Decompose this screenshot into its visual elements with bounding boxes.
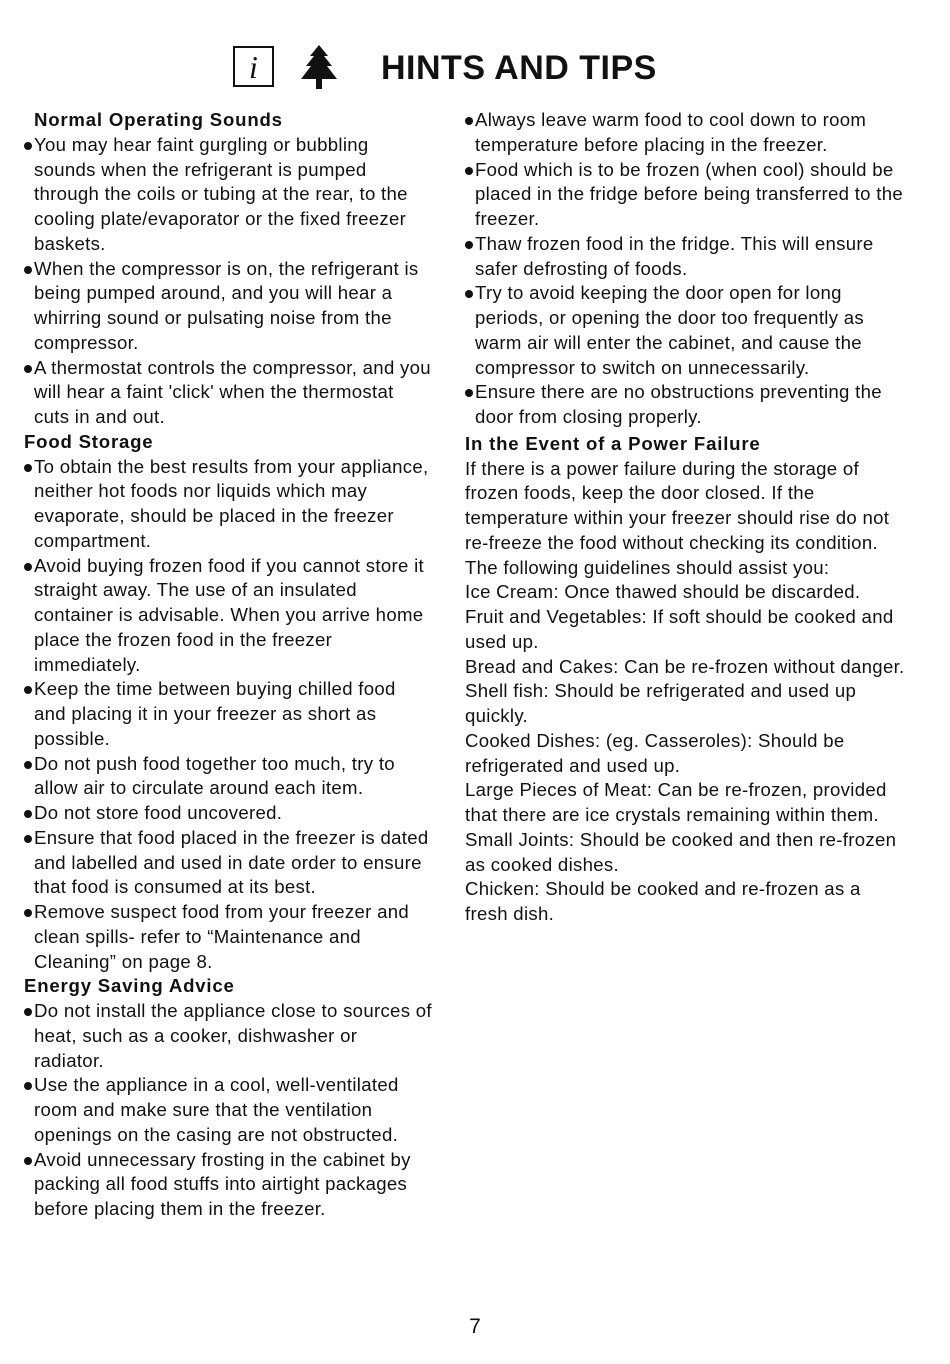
guideline-item: Bread and Cakes: Can be re-frozen without danger. [465,655,905,677]
guideline-item: Fruit and Vegetables: If soft should be cooked and used up. [465,606,894,652]
power-failure-intro: If there is a power failure during the storage of frozen foods, keep the door closed. If the temperature within your freezer should rise do not re-freeze the food without checking its condition. [465,457,890,553]
food-storage-heading: Food Storage [24,430,154,452]
guideline-item: Cooked Dishes: (eg. Casseroles): Should be refrigerated and used up. [465,729,845,776]
energy-saving-heading: Energy Saving Advice [24,975,235,997]
page-header [0,44,950,92]
list-item: Use the appliance in a cool, well-ventilated room and make sure that the ventilation openings on the casing are not obstructed. [24,1073,432,1147]
left-column [24,108,432,1222]
list-item: Keep the time between buying chilled food and placing it in your freezer as short as possible. [24,677,432,751]
guidelines-intro: The following guidelines should assist you: [465,556,830,578]
list-item: Always leave warm food to cool down to room temperature before placing in the freezer. [465,108,905,158]
list-item: Try to avoid keeping the door open for long periods, or opening the door too frequently as warm air will enter the cabinet, and cause the compressor to switch on unnecessarily. [465,281,905,380]
list-item: You may hear faint gurgling or bubbling sounds when the refrigerant is pumped through the coils or tubing at the rear, to the cooling plate/evaporator or the fixed freezer baskets. [24,133,432,257]
list-item: Remove suspect food from your freezer and clean spills- refer to “Maintenance and Cleaning” on page 8. [24,900,432,974]
list-item: Do not install the appliance close to sources of heat, such as a cooker, dishwasher or radiator. [24,999,432,1073]
page-title: HINTS AND TIPS [381,49,657,87]
guideline-item: Large Pieces of Meat: Can be re-frozen, provided that there are ice crystals remaining within them. [465,779,887,825]
power-failure-heading: In the Event of a Power Failure [465,432,761,454]
list-item: Do not store food uncovered. [24,801,432,826]
list-item: Avoid unnecessary frosting in the cabinet by packing all food stuffs into airtight packages before placing them in the freezer. [24,1148,432,1222]
list-item: Food which is to be frozen (when cool) should be placed in the fridge before being transferred to the freezer. [465,158,905,232]
list-item: When the compressor is on, the refrigerant is being pumped around, and you will hear a whirring sound or pulsating noise from the compressor. [24,257,432,356]
right-column [465,108,905,927]
info-icon: i [233,46,274,87]
guideline-item: Shell fish: Should be refrigerated and used up quickly. [465,680,857,726]
guideline-item: Chicken: Should be cooked and re-frozen as a fresh dish. [465,878,861,924]
list-item: Avoid buying frozen food if you cannot store it straight away. The use of an insulated container is advisable. When you arrive home place the frozen food in the freezer immediately. [24,554,432,678]
list-item: Do not push food together too much, try to allow air to circulate around each item. [24,752,432,802]
list-item: A thermostat controls the compressor, and you will hear a faint 'click' when the thermostat cuts in and out. [24,356,432,430]
page-number: 7 [469,1315,481,1338]
list-item: Ensure there are no obstructions preventing the door from closing properly. [465,380,905,430]
normal-sounds-heading: Normal Operating Sounds [34,109,283,130]
tree-icon [299,44,339,90]
list-item: Thaw frozen food in the fridge. This will ensure safer defrosting of foods. [465,232,905,282]
list-item: Ensure that food placed in the freezer is dated and labelled and used in date order to ensure that food is consumed at its best. [24,826,432,900]
list-item: To obtain the best results from your appliance, neither hot foods nor liquids which may evaporate, should be placed in the freezer compartment. [24,455,432,554]
guideline-item: Small Joints: Should be cooked and then re-frozen as cooked dishes. [465,828,897,875]
guideline-item: Ice Cream: Once thawed should be discarded. [465,581,861,603]
